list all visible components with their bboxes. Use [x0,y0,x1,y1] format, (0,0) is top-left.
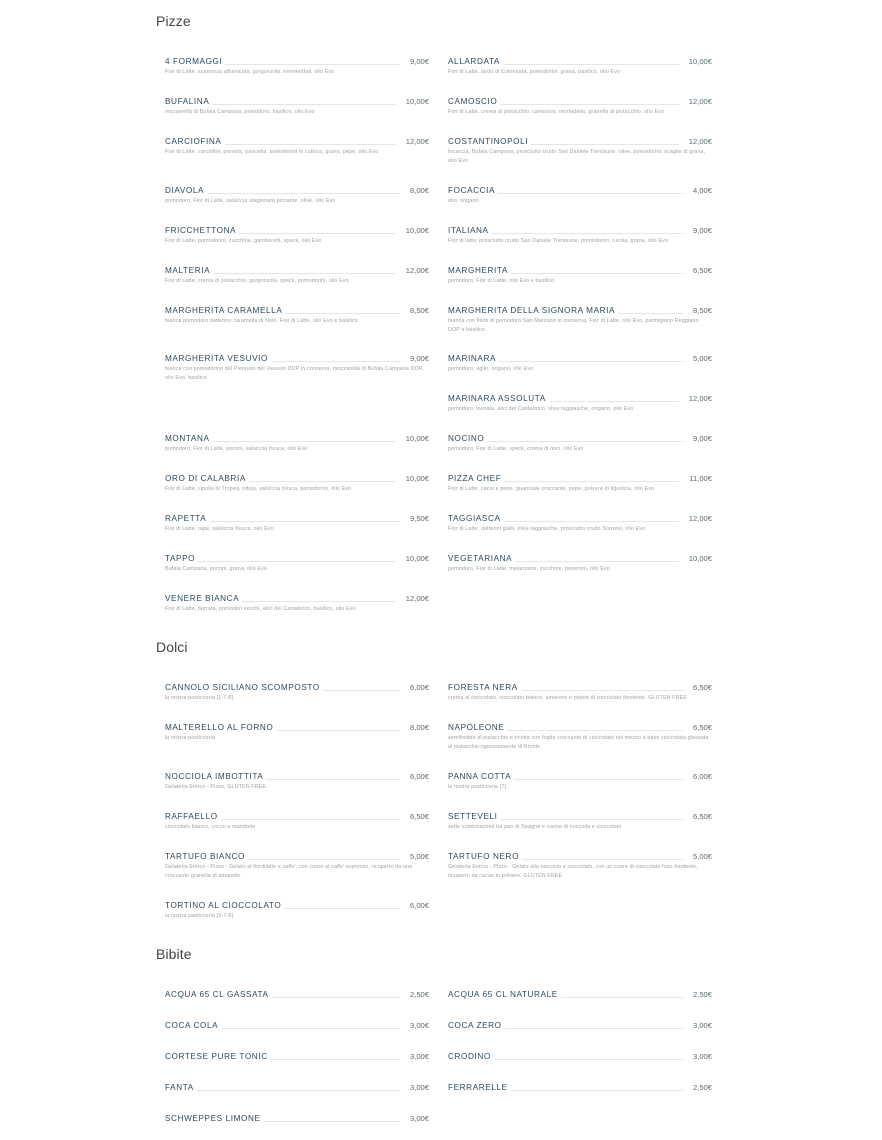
menu-item [448,722,712,751]
dotted-leader [249,481,396,482]
menu-item-description: pomodoro, Fior di Latte, porcini, salsiccia fresca, olio Evo [165,446,308,452]
menu-item-name: ORO DI CALABRIA [165,474,246,483]
dotted-leader [511,273,683,274]
menu-item-description: Fior di Latte, datterini gialli, olive taggiasche, prosciutto crudo Sorrano, olio Evo [448,526,646,532]
menu-item-description: pomodoro, Fior di Latte, salsiccia stagionata piccante, olive, olio Evo [165,198,336,204]
dotted-leader [239,233,396,234]
menu-item-name: NOCCIOLA IMBOTTITA [165,772,264,781]
menu-item-price: 6,50€ [409,812,429,821]
menu-item-row [165,1113,429,1124]
menu-item-description: la nostra pasticceria [3-7-8] [165,913,233,919]
menu-item [448,513,712,534]
menu-item-price: 2,50€ [409,990,429,999]
menu-item-name: CAMOSCIO [448,97,498,106]
menu-item-row [448,1082,712,1093]
dotted-leader [507,730,683,731]
menu-item-row [448,225,712,236]
menu-item-row [448,989,712,1000]
menu-item-price: 3,00€ [409,1052,429,1061]
menu-item-description: pomodoro, burrata, alici del Cantabrico, olive taggiasche, origano, olio Evo [448,406,634,412]
menu-item-price: 9,00€ [692,434,712,443]
menu-item-name: SETTEVELI [448,812,498,821]
menu-item-price: 6,00€ [409,683,429,692]
menu-item-name: MARGHERITA VESUVIO [165,354,268,363]
menu-item-row [165,553,429,564]
menu-item-row [448,682,712,693]
menu-item-row [165,433,429,444]
menu-item-description: sette combinazioni tra pan di Spagna e creme di nocciola e cioccolato [448,824,622,830]
menu-item-price: 12,00€ [688,97,712,106]
menu-item [448,553,712,574]
menu-item-description: focaccia, Bufala Campana, prosciutto crudo San Daniele Trentaune, olive, pomodorini, scaglie di grana, olio Evo [448,149,706,164]
menu-item [165,96,429,117]
dotted-leader [494,1059,683,1060]
menu-item-description: la nostra pasticceria [165,735,216,741]
menu-item [165,771,429,792]
menu-item-price: 10,00€ [405,226,429,235]
dotted-leader [505,1028,683,1029]
menu-item-price: 12,00€ [405,137,429,146]
menu-item [165,353,429,382]
menu-item-description: cioccolato bianco, cocco e mandorle [165,824,256,830]
menu-item-row [448,1051,712,1062]
menu-item-row [165,682,429,693]
menu-item [448,1082,712,1093]
menu-item-price: 9,00€ [409,57,429,66]
menu-item-description: mozzarella di Bufala Campana, pomodoro, basilico, olio Evo [165,109,315,115]
menu-item-description: pomodoro, Fior di Latte, olio Evo e basilico [448,278,555,284]
menu-item-price: 6,50€ [692,683,712,692]
menu-item-description: Fior di Latte, crema di pistacchio, camoscio, mortadella, granella di pistacchio, olio Evo [448,109,665,115]
menu-item [165,722,429,743]
menu-item-name: COSTANTINOPOLI [448,137,529,146]
menu-item-name: MONTANA [165,434,210,443]
menu-item-name: MARGHERITA CARAMELLA [165,306,283,315]
menu-item-description: Fior di Latte, burrata, pomodori secchi, alici del Cantabrico, basilico, olio Evo [165,606,356,612]
menu-item-row [165,56,429,67]
menu-item-price: 6,50€ [692,266,712,275]
dotted-leader [209,521,400,522]
menu-item [165,1113,429,1124]
dotted-leader [487,441,683,442]
menu-item-price: 8,50€ [692,306,712,315]
dotted-leader [503,64,679,65]
menu-item-price: 12,00€ [405,266,429,275]
menu-item-description: Fior di Latte, pomodorini, zucchine, gamberetti, speck, olio Evo [165,238,322,244]
menu-item [448,56,712,77]
dotted-leader [501,819,683,820]
menu-item [448,393,712,414]
menu-item-row [448,265,712,276]
menu-item-price: 10,00€ [405,97,429,106]
menu-item-row [165,305,429,316]
dotted-leader [504,521,679,522]
menu-item-description: la nostra pasticceria [1-7-8] [165,695,233,701]
menu-item-row [165,513,429,524]
menu-item [165,1051,429,1062]
menu-item-row [448,433,712,444]
menu-item-description: crema al cioccolato, cioccolato bianco, amarene e pepite di cioccolato fondente. GLUTEN FREE [448,695,688,701]
dotted-leader [266,779,400,780]
menu-item-name: CRODINO [448,1052,491,1061]
menu-item-description: pomodoro, Fior di Latte, melanzane, zucchine, peperoni, olio Evo [448,566,610,572]
dotted-leader [242,601,396,602]
menu-item-row [448,56,712,67]
menu-item [165,473,429,494]
menu-item-name: PANNA COTTA [448,772,512,781]
menu-item-row [448,513,712,524]
menu-item [165,136,429,157]
menu-item-row [165,353,429,364]
menu-item-description: pomodoro, Fior di Latte, speck, crema di noci, olio Evo [448,446,584,452]
dotted-leader [213,441,396,442]
menu-item-name: FANTA [165,1083,194,1092]
menu-item-name: MALTERIA [165,266,211,275]
menu-item-description: semifreddo al pistacchio e ricotta con foglie croccante di cioccolato nel mezzo a base cioccolata glassata al pistacchio rigorosamente di Bronte [448,735,709,750]
menu-item-price: 5,00€ [409,852,429,861]
dotted-leader [264,1121,400,1122]
dotted-leader [225,144,396,145]
menu-item-price: 12,00€ [688,514,712,523]
menu-item-name: PIZZA CHEF [448,474,502,483]
menu-item-row [165,1082,429,1093]
menu-item-name: MARGHERITA [448,266,508,275]
menu-item-name: BUFALINA [165,97,210,106]
menu-item-name: COCA COLA [165,1021,219,1030]
menu-item-price: 10,00€ [405,554,429,563]
menu-item-row [448,305,712,316]
menu-item-row [165,900,429,911]
menu-item-name: ALLARDATA [448,57,500,66]
menu-item [448,96,712,117]
dotted-leader [498,193,683,194]
menu-item-description: bianca con filetti di pomodoro San Marzano in conserva, Fior di Latte, olio Evo, parmigiano Reggiano DOP e basilico [448,318,699,333]
menu-item-name: COCA ZERO [448,1021,502,1030]
menu-item-price: 12,00€ [405,594,429,603]
menu-item-row [448,722,712,733]
menu-item-price: 6,00€ [409,772,429,781]
menu-item-price: 4,00€ [692,186,712,195]
menu-item [448,136,712,165]
dotted-leader [531,144,679,145]
section-title-dolci: Dolci [156,639,188,655]
menu-item [165,1082,429,1093]
dotted-leader [221,1028,400,1029]
menu-item-row [448,353,712,364]
menu-item-price: 2,50€ [692,990,712,999]
menu-item-row [165,473,429,484]
menu-item-price: 10,00€ [688,57,712,66]
menu-item-description: Fior di Latte, scamorza affumicata, gorgonzola, emmenthal, olio Evo [165,69,335,75]
dotted-leader [212,104,395,105]
dotted-leader [504,481,679,482]
menu-item-name: CANNOLO SICILIANO SCOMPOSTO [165,683,320,692]
menu-item-price: 9,00€ [409,354,429,363]
menu-item-description: Fior di Latte, lardo di Colonnata, pomodorini, grana, basilico, olio Evo [448,69,621,75]
menu-item [448,185,712,206]
menu-item-name: CORTESE PURE TONIC [165,1052,268,1061]
menu-item-name: MARINARA ASSOLUTA [448,394,546,403]
menu-item-description: bianca pomodoro datterino caramella di Nolo, Fior di Latte, olio Evo e basilico [165,318,358,324]
menu-item-row [165,225,429,236]
menu-item-name: RAFFAELLO [165,812,218,821]
dotted-leader [248,859,400,860]
dotted-leader [492,233,683,234]
menu-item-row [448,553,712,564]
menu-item-price: 9,50€ [409,514,429,523]
dotted-leader [284,908,400,909]
dotted-leader [271,1059,400,1060]
menu-item-description: Fior di Latte, cacio e pepe, guanciale croccante, pepe, polvere di liquirizia, olio Evo [448,486,655,492]
menu-item-price: 6,50€ [692,812,712,821]
menu-item [165,185,429,206]
menu-item-row [448,96,712,107]
menu-item-row [165,722,429,733]
menu-item-price: 3,00€ [409,1114,429,1123]
menu-item-row [165,1051,429,1062]
menu-item-name: TORTINO AL CIOCCOLATO [165,901,282,910]
menu-item [165,989,429,1000]
menu-item-name: ACQUA 65 CL NATURALE [448,990,558,999]
menu-item [448,473,712,494]
menu-item-price: 10,00€ [405,434,429,443]
menu-item-description: pomodoro, aglio, origano, olio Evo [448,366,534,372]
menu-item-row [165,593,429,604]
dotted-leader [511,1090,683,1091]
menu-item-name: VENERE BIANCA [165,594,240,603]
dotted-leader [213,273,396,274]
menu-item-price: 12,00€ [688,394,712,403]
menu-item-name: ACQUA 65 CL GASSATA [165,990,269,999]
menu-item [448,433,712,454]
menu-item-name: MALTERELLO AL FORNO [165,723,274,732]
dotted-leader [618,313,683,314]
menu-item-price: 5,00€ [692,852,712,861]
menu-item-row [448,393,712,404]
menu-item-row [448,136,712,147]
menu-item-row [448,473,712,484]
menu-item-name: TAPPO [165,554,196,563]
menu-item-row [165,96,429,107]
dotted-leader [276,730,400,731]
menu-item-name: FERRARELLE [448,1083,508,1092]
menu-item-name: FORESTA NERA [448,683,518,692]
menu-item-description: Fior di Latte, carciofini, provola, pancetta, pomodorini in cottura, grana, pepe, olio Evo [165,149,379,155]
dotted-leader [225,64,400,65]
dotted-leader [207,193,400,194]
menu-item [448,1020,712,1031]
menu-item-price: 11,00€ [689,474,712,483]
menu-item-name: TAGGIASCA [448,514,501,523]
dotted-leader [272,997,400,998]
dotted-leader [514,779,683,780]
menu-item-name: ITALIANA [448,226,489,235]
menu-item-price: 12,00€ [688,137,712,146]
menu-item [165,513,429,534]
menu-item-row [165,136,429,147]
menu-item [448,811,712,832]
menu-item [448,851,712,880]
menu-item-name: VEGETARIANA [448,554,513,563]
menu-item-price: 8,50€ [409,306,429,315]
menu-item-price: 2,50€ [692,1083,712,1092]
menu-item-name: NOCINO [448,434,485,443]
menu-item-description: Bufala Campana, porcini, grana, olio Evo [165,566,267,572]
section-title-bibite: Bibite [156,946,192,962]
dotted-leader [515,561,679,562]
menu-item-name: TARTUFO NERO [448,852,520,861]
menu-item-price: 8,00€ [409,186,429,195]
dotted-leader [549,401,679,402]
menu-item-row [448,771,712,782]
menu-item-price: 6,50€ [692,723,712,732]
menu-item [165,851,429,880]
menu-item [165,593,429,614]
menu-item-row [165,771,429,782]
dotted-leader [499,361,683,362]
menu-item-price: 5,00€ [692,354,712,363]
menu-item-name: MARINARA [448,354,497,363]
menu-item-description: bianca con pomodorino del Piennolo del Vesuvio DOP in conserva, mozzarella di Bufala Campana DOP, olio Evo, basilico [165,366,424,381]
menu-item [165,265,429,286]
menu-item-name: TARTUFO BIANCO [165,852,245,861]
menu-item [448,265,712,286]
menu-item-row [165,811,429,822]
menu-item-row [165,185,429,196]
menu-item-name: FRICCHETTONA [165,226,237,235]
dotted-leader [198,561,396,562]
menu-item-name: DIAVOLA [165,186,205,195]
menu-item-row [165,851,429,862]
menu-item-price: 8,00€ [409,723,429,732]
section-title-pizze: Pizze [156,13,191,29]
menu-item-row [448,1020,712,1031]
menu-item [165,811,429,832]
menu-item [165,433,429,454]
menu-item [448,353,712,374]
menu-item-description: Gelateria Enrico - Pizzo, GLUTEN FREE [165,784,267,790]
menu-item-row [165,1020,429,1031]
dotted-leader [500,104,678,105]
dotted-leader [271,361,400,362]
menu-item-price: 3,00€ [692,1021,712,1030]
dotted-leader [221,819,400,820]
menu-item-description: Fior di latte, prosciutto crudo San Daniele Trentaune, pomodorini, rucola, grana, olio Evo [448,238,668,244]
menu-item-description: Fior di Latte, crema di pistacchio, gorgonzola, speck, pomodorini, olio Evo [165,278,349,284]
menu-item-description: Fior di Latte, rape, salsiccia fresca, olio Evo [165,526,274,532]
menu-item-name: SCHWEPPES LIMONE [165,1114,261,1123]
menu-item [165,56,429,77]
menu-item-description: la nostra pasticceria [7] [448,784,506,790]
menu-item-row [165,265,429,276]
menu-item-name: RAPETTA [165,514,207,523]
menu-item [165,305,429,326]
menu-item-row [448,185,712,196]
menu-item-price: 6,00€ [692,772,712,781]
menu-item-price: 9,00€ [692,226,712,235]
menu-item [165,225,429,246]
menu-item [448,1051,712,1062]
menu-item-name: NAPOLEONE [448,723,505,732]
dotted-leader [285,313,400,314]
menu-item [165,1020,429,1031]
menu-item-name: MARGHERITA DELLA SIGNORA MARIA [448,306,616,315]
menu-item-description: Gelateria Enrico - Pizzo - Gelato alla nocciola e cioccolato, con un cuore di cioccolato fuso fondente, ricoperto da cacao in polvere. GLUTEN FREE [448,864,698,879]
menu-item-name: CARCIOFINA [165,137,222,146]
menu-item [448,989,712,1000]
menu-item-description: Gelateria Enrico - Pizzo - Gelato al fiordilatte e caffe', con cuore al caffe' espresso, ricoperto da una croccante granella di amaretto [165,864,413,879]
menu-item [448,225,712,246]
menu-item-name: FOCACCIA [448,186,496,195]
menu-item [448,771,712,792]
dotted-leader [561,997,683,998]
menu-item-description: Fior di Latte, cipolla di Tropea, nduja, salsiccia fresca, pomodorini, olio Evo [165,486,352,492]
menu-item-row [165,989,429,1000]
dotted-leader [197,1090,400,1091]
menu-item [165,900,429,921]
menu-item [448,682,712,703]
menu-item-price: 3,00€ [692,1052,712,1061]
menu-item-row [448,851,712,862]
menu-item [448,305,712,334]
menu-item [165,553,429,574]
menu-item [165,682,429,703]
dotted-leader [522,859,683,860]
menu-item-price: 3,00€ [409,1083,429,1092]
menu-item-price: 10,00€ [688,554,712,563]
dotted-leader [521,690,683,691]
menu-item-row [448,811,712,822]
menu-item-description: olio, origano [448,198,479,204]
menu-item-name: 4 FORMAGGI [165,57,223,66]
dotted-leader [323,690,400,691]
menu-item-price: 10,00€ [405,474,429,483]
menu-item-price: 3,00€ [409,1021,429,1030]
menu-item-price: 6,00€ [409,901,429,910]
